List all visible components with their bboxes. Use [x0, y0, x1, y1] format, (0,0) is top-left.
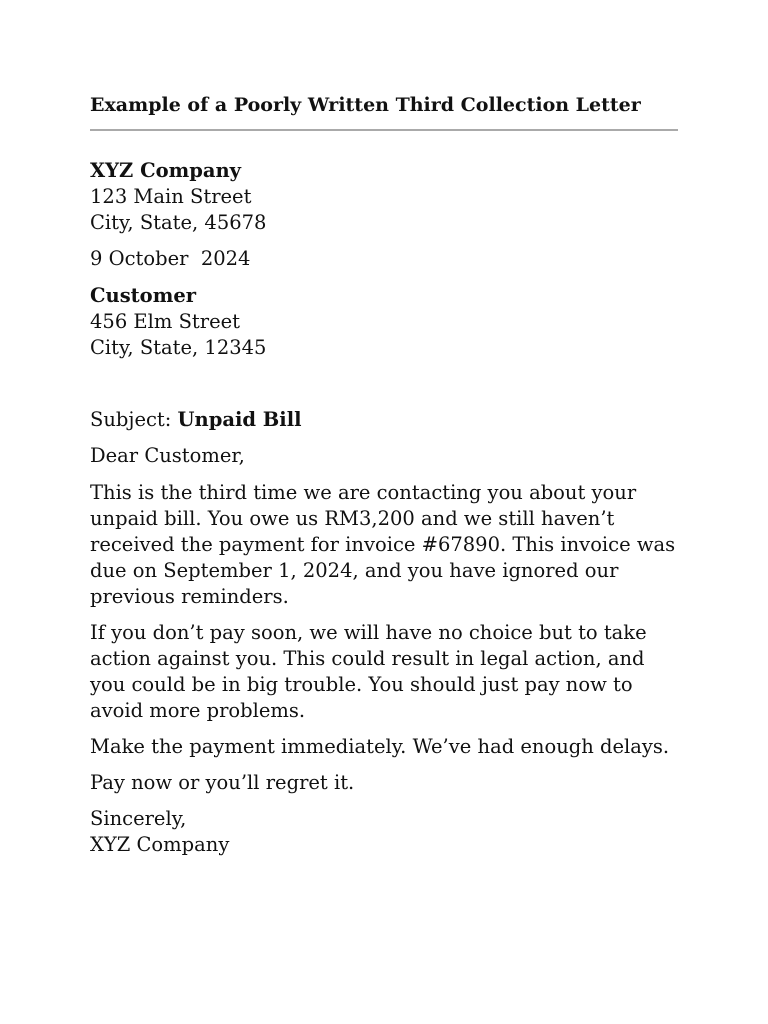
recipient-city: City, State, 12345	[90, 336, 267, 359]
letter-date: 9 October 2024	[90, 247, 251, 270]
subject-label: Subject:	[90, 408, 178, 431]
closing	[90, 806, 678, 858]
recipient-address	[90, 283, 678, 361]
sender-address	[90, 158, 678, 236]
recipient-street: 456 Elm Street	[90, 310, 241, 333]
title-divider	[90, 129, 678, 131]
sender-name: XYZ Company	[90, 159, 242, 182]
sender-city: City, State, 45678	[90, 211, 267, 234]
body-paragraph-2: If you don’t pay soon, we will have no choice but to take action against you. This could result in legal action, and you could be in big trouble. You should just pay now to avoid more problems.	[90, 621, 647, 722]
body-paragraph-3: Make the payment immediately. We’ve had enough delays.	[90, 735, 670, 758]
greeting: Dear Customer,	[90, 444, 245, 467]
sender-street: 123 Main Street	[90, 185, 252, 208]
valediction: Sincerely,	[90, 807, 187, 830]
recipient-name: Customer	[90, 284, 197, 307]
signature: XYZ Company	[90, 833, 230, 856]
subject-value: Unpaid Bill	[177, 408, 302, 431]
letter-body	[90, 480, 678, 796]
page-title: Example of a Poorly Written Third Collection Letter	[90, 94, 641, 116]
subject-line	[90, 407, 678, 433]
body-paragraph-1: This is the third time we are contacting you about your unpaid bill. You owe us RM3,200 and we still haven’t received the payment for invoice #67890. This invoice was due on September 1, 2024, and you have ignored our previous reminders.	[90, 481, 676, 608]
body-paragraph-4: Pay now or you’ll regret it.	[90, 771, 355, 794]
